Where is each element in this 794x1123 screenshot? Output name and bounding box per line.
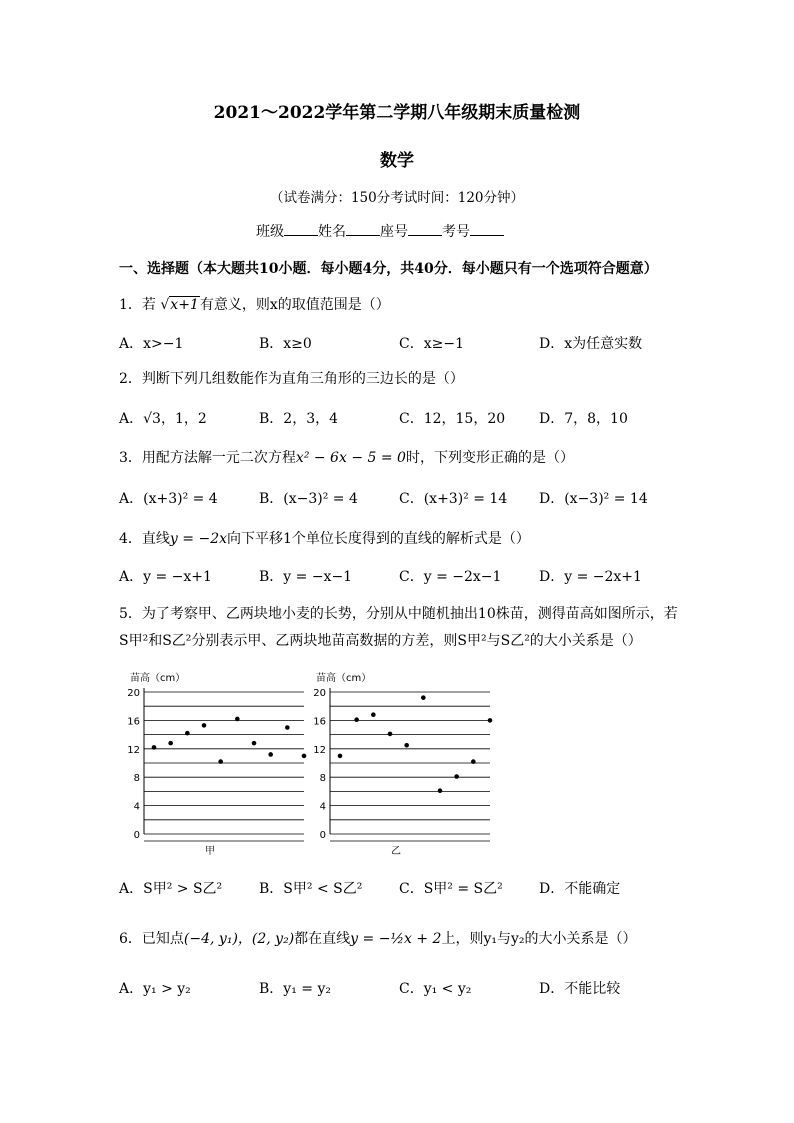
y-tick-label: 16: [127, 716, 140, 728]
data-point: [268, 752, 273, 757]
question-text: 直线: [141, 531, 170, 547]
blank-exam-no[interactable]: [470, 223, 504, 236]
equation: y = −2x: [169, 531, 227, 547]
question-text: 上，则y₁与y₂的大小关系是（）: [441, 931, 637, 947]
option-5c[interactable]: C．S甲² = S乙²: [399, 881, 503, 897]
data-point: [152, 745, 157, 750]
subject-title: 数学: [380, 151, 414, 171]
y-tick-label: 8: [133, 773, 140, 785]
radicand: x+1: [170, 297, 199, 313]
student-fields: [256, 221, 504, 241]
equation: x² − 6x − 5 = 0: [295, 450, 406, 466]
sqrt-expression: √x+1: [160, 297, 199, 313]
option-2c[interactable]: C．12，15，20: [399, 411, 506, 427]
data-point: [185, 731, 190, 736]
section-heading: 一、选择题（本大题共10小题．每小题4分，共40分．每小题只有一个选项符合题意）: [119, 261, 658, 277]
option-3b[interactable]: B．(x−3)² = 4: [259, 491, 358, 507]
option-4a[interactable]: A．y = −x+1: [119, 569, 212, 585]
y-tick-label: 4: [319, 801, 326, 813]
y-tick-label: 8: [319, 773, 326, 785]
y-tick-label: 20: [313, 688, 326, 699]
y-axis-label: 苗高（cm）: [316, 673, 372, 684]
data-point: [354, 717, 359, 722]
chart-yi: [313, 671, 492, 857]
y-tick-label: 12: [313, 744, 326, 756]
question-number: 6．: [119, 931, 142, 947]
field-class: 班级: [256, 224, 284, 240]
option-6b[interactable]: B．y₁ = y₂: [259, 981, 331, 997]
data-point: [454, 774, 459, 779]
option-6c[interactable]: C．y₁ < y₂: [399, 981, 472, 997]
option-6a[interactable]: A．y₁ > y₂: [119, 981, 191, 997]
option-4b[interactable]: B．y = −x−1: [259, 569, 353, 585]
option-6d[interactable]: D．不能比较: [539, 981, 621, 997]
data-point: [218, 759, 223, 764]
option-3c[interactable]: C．(x+3)² = 14: [399, 491, 508, 507]
option-1c[interactable]: C．x≥−1: [399, 336, 464, 352]
question-text: 若: [141, 297, 156, 313]
data-point: [338, 754, 343, 759]
question-text: 用配方法解一元二次方程: [141, 450, 296, 466]
y-tick-label: 4: [133, 801, 140, 813]
y-axis-label: 苗高（cm）: [130, 673, 186, 684]
option-1d[interactable]: D．x为任意实数: [539, 336, 643, 352]
chart-jia: [127, 671, 306, 857]
option-3d[interactable]: D．(x−3)² = 14: [539, 491, 648, 507]
y-tick-label: 12: [127, 744, 140, 756]
question-text: 时，下列变形正确的是（）: [405, 450, 574, 466]
question-text: 判断下列几组数能作为直角三角形的三边长的是（）: [141, 371, 464, 387]
y-tick-label: 20: [127, 688, 140, 699]
question-5-line2: S甲²和S乙²分别表示甲、乙两块地苗高数据的方差，则S甲²与S乙²的大小关系是（）: [119, 633, 642, 649]
question-1: [119, 294, 390, 314]
question-number: 2．: [119, 371, 142, 387]
y-tick-label: 0: [319, 830, 326, 841]
question-number: 3．: [119, 450, 142, 466]
data-point: [371, 712, 376, 717]
data-point: [488, 718, 493, 723]
question-text: 已知点: [141, 931, 184, 947]
question-6: [119, 928, 637, 948]
question-3: [119, 447, 574, 467]
blank-class[interactable]: [284, 223, 318, 236]
option-3a[interactable]: A．(x+3)² = 4: [119, 491, 218, 507]
question-text: 向下平移1个单位长度得到的直线的解析式是（）: [227, 531, 530, 547]
y-tick-label: 16: [313, 716, 326, 728]
question-2: [119, 368, 464, 388]
exam-title: 2021～2022学年第二学期八年级期末质量检测: [213, 103, 581, 123]
field-exam-no: 考号: [442, 224, 470, 240]
data-point: [235, 717, 240, 722]
question-4: [119, 528, 530, 548]
question-text: 都在直线: [294, 931, 351, 947]
option-2d[interactable]: D．7，8，10: [539, 411, 628, 427]
question-text: 为了考察甲、乙两块地小麦的长势，分别从中随机抽出10株苗，测得苗高如图所示，若: [141, 606, 678, 622]
option-1a[interactable]: A．x>−1: [119, 336, 184, 352]
x-axis-label: 甲: [205, 846, 215, 857]
y-tick-label: 0: [133, 830, 140, 841]
option-5d[interactable]: D．不能确定: [539, 881, 621, 897]
blank-name[interactable]: [346, 223, 380, 236]
question-number: 5．: [119, 606, 142, 622]
x-axis-label: 乙: [391, 846, 401, 857]
option-4d[interactable]: D．y = −2x+1: [539, 569, 642, 585]
data-point: [388, 732, 393, 737]
data-point: [252, 741, 257, 746]
data-point: [404, 743, 409, 748]
data-point: [421, 695, 426, 700]
data-point: [168, 741, 173, 746]
line-equation: y = −½x + 2: [350, 931, 442, 947]
option-5b[interactable]: B．S甲² < S乙²: [259, 881, 363, 897]
option-1b[interactable]: B．x≥0: [259, 336, 312, 352]
question-5: [119, 603, 678, 623]
data-point: [438, 788, 443, 793]
data-point: [202, 723, 207, 728]
question-number: 4．: [119, 531, 142, 547]
blank-seat[interactable]: [408, 223, 442, 236]
scatter-charts: [118, 668, 508, 858]
option-2b[interactable]: B．2，3，4: [259, 411, 339, 427]
option-4c[interactable]: C．y = −2x−1: [399, 569, 502, 585]
data-point: [302, 754, 307, 759]
field-name: 姓名: [318, 224, 346, 240]
data-point: [471, 759, 476, 764]
exam-info: （试卷满分：150分考试时间：120分钟）: [269, 190, 525, 206]
field-seat: 座号: [380, 224, 408, 240]
option-5a[interactable]: A．S甲² > S乙²: [119, 881, 223, 897]
question-number: 1．: [119, 297, 142, 313]
question-text: 有意义，则x的取值范围是（）: [199, 297, 390, 313]
option-2a[interactable]: A．√3，1，2: [119, 411, 207, 427]
data-point: [285, 725, 290, 730]
points-expression: (−4, y₁)，(2, y₂): [183, 931, 295, 947]
